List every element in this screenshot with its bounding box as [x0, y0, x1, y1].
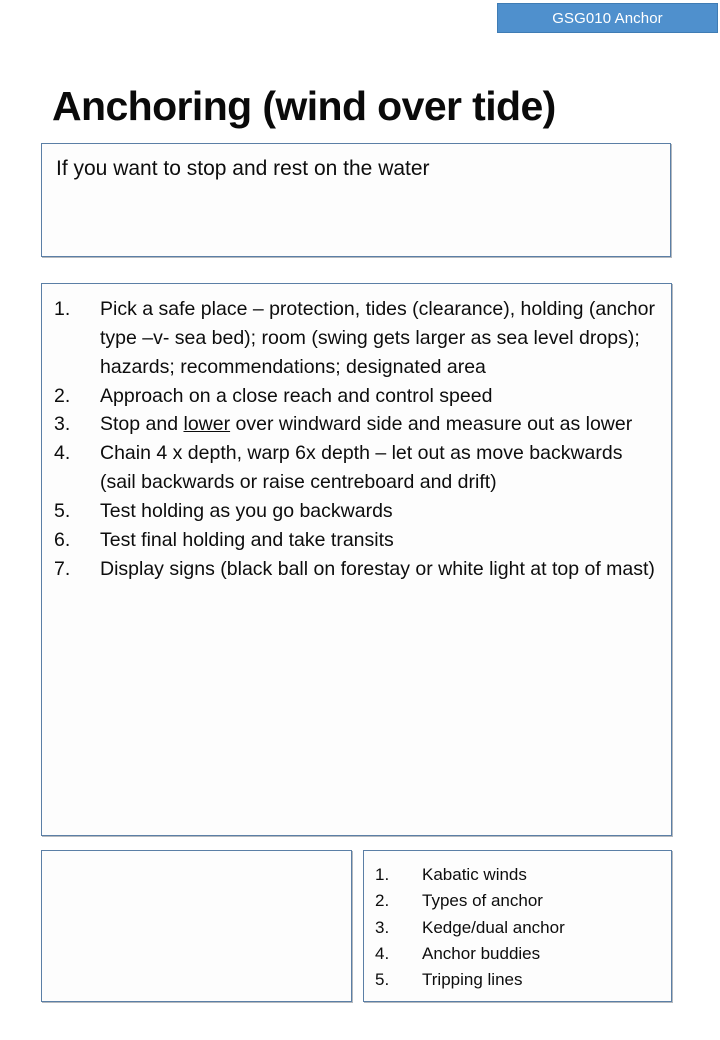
list-item-number: 3. — [54, 413, 71, 436]
list-item-number: 6. — [54, 528, 71, 551]
list-item-text — [100, 439, 661, 497]
plain-text: Test final holding and take transits — [100, 528, 394, 551]
plain-text: Stop and — [100, 413, 184, 436]
procedure-list-item — [42, 497, 661, 526]
procedure-list-item — [42, 382, 661, 411]
procedure-list — [42, 295, 661, 584]
plain-text: Test holding as you go backwards — [100, 500, 393, 523]
list-item-label: Kedge/dual anchor — [422, 917, 565, 937]
plain-text: over windward side and measure out as lower — [230, 413, 633, 436]
procedure-list-item — [42, 555, 661, 584]
procedure-list-item — [42, 410, 661, 439]
list-item-number: 4. — [54, 442, 71, 465]
main-content-box — [41, 283, 672, 836]
list-item-number: 1. — [54, 298, 71, 320]
plain-text: Pick a safe place – protection, tides (clearance), holding (anchor type –v- sea bed); room (swing gets larger as sea level drops); hazards; recommendations; designated area — [100, 298, 655, 378]
page-title: Anchoring (wind over tide) — [52, 83, 556, 130]
list-item-label: Tripping lines — [422, 970, 523, 990]
list-item-text — [100, 382, 661, 411]
list-item-number: 2. — [375, 891, 390, 911]
related-topics-list — [364, 862, 663, 994]
intro-box — [41, 143, 671, 257]
procedure-list-item — [42, 439, 661, 497]
procedure-list-item — [42, 526, 661, 555]
list-item-number: 7. — [54, 557, 71, 580]
list-item-number: 5. — [54, 500, 71, 523]
list-item-number: 5. — [375, 970, 390, 990]
footer-left-box — [41, 850, 352, 1002]
slide-reference-label: GSG010 Anchor — [552, 9, 663, 27]
list-item-number: 2. — [54, 384, 71, 407]
list-item-label: Anchor buddies — [422, 944, 541, 964]
list-item-number: 3. — [375, 917, 390, 937]
intro-text: If you want to stop and rest on the water — [56, 157, 430, 180]
plain-text: Approach on a close reach and control speed — [100, 384, 493, 407]
list-item-label: Kabatic winds — [422, 865, 527, 884]
related-topics-list-item — [364, 888, 663, 914]
list-item-text — [100, 497, 661, 526]
emphasis-text: lower — [183, 413, 231, 436]
list-item-text — [100, 410, 661, 439]
slide-reference-tag — [497, 3, 718, 33]
related-topics-list-item — [364, 915, 663, 941]
list-item-text — [100, 526, 661, 555]
related-topics-list-item — [364, 862, 663, 888]
plain-text: Display signs (black ball on forestay or white light at top of mast) — [100, 557, 655, 580]
related-topics-list-item — [364, 941, 663, 967]
related-topics-list-item — [364, 967, 663, 993]
list-item-number: 4. — [375, 944, 390, 964]
procedure-list-item — [42, 295, 661, 382]
footer-right-box — [363, 850, 672, 1002]
list-item-text — [100, 555, 661, 584]
list-item-number: 1. — [375, 865, 390, 884]
list-item-text — [100, 295, 661, 382]
plain-text: Chain 4 x depth, warp 6x depth – let out as move backwards (sail backwards or raise centreboard and drift) — [100, 442, 623, 494]
list-item-label: Types of anchor — [422, 891, 543, 911]
